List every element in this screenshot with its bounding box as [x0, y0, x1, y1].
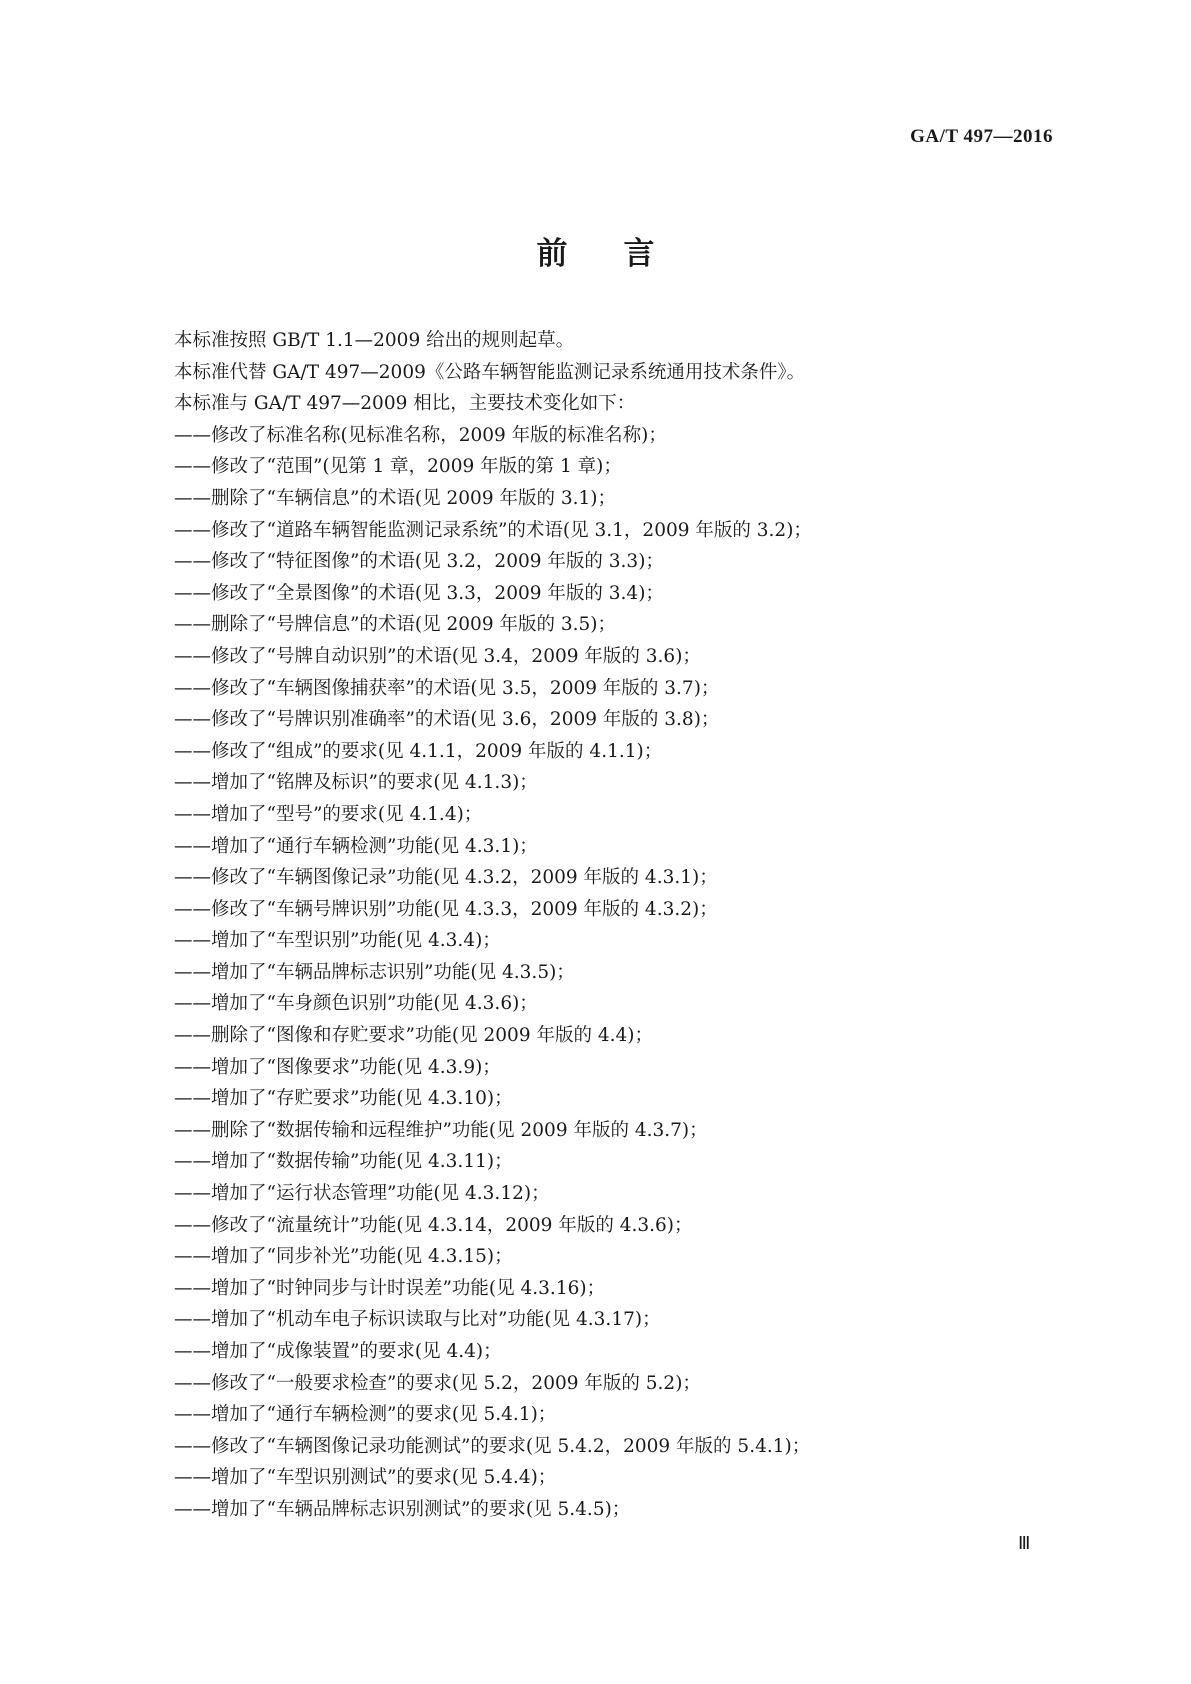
- intro-line: 本标准代替 GA/T 497—2009《公路车辆智能监测记录系统通用技术条件》。: [174, 361, 806, 383]
- change-item: ——修改了“车辆号牌识别”功能(见 4.3.3，2009 年版的 4.3.2)；: [174, 898, 718, 920]
- change-item: ——修改了“范围”(见第 1 章，2009 年版的第 1 章)；: [174, 456, 622, 478]
- document-body: [174, 325, 1054, 1526]
- change-item: ——增加了“车型识别”功能(见 4.3.4)；: [174, 930, 501, 952]
- change-item: ——增加了“存贮要求”功能(见 4.3.10)；: [174, 1088, 513, 1110]
- change-item: ——增加了“车辆品牌标志识别”功能(见 4.3.5)；: [174, 961, 575, 983]
- change-item: ——修改了“一般要求检查”的要求(见 5.2，2009 年版的 5.2)；: [174, 1372, 701, 1394]
- change-item: ——修改了“号牌自动识别”的术语(见 3.4，2009 年版的 3.6)；: [174, 645, 701, 667]
- change-item: ——修改了“组成”的要求(见 4.1.1，2009 年版的 4.1.1)；: [174, 740, 663, 762]
- change-item: ——增加了“时钟同步与计时误差”功能(见 4.3.16)；: [174, 1277, 606, 1299]
- change-item: ——修改了“全景图像”的术语(见 3.3，2009 年版的 3.4)；: [174, 582, 664, 604]
- intro-line: 本标准按照 GB/T 1.1—2009 给出的规则起草。: [174, 330, 575, 351]
- change-item: ——增加了“机动车电子标识读取与比对”功能(见 4.3.17)；: [174, 1309, 661, 1331]
- change-item: ——修改了“道路车辆智能监测记录系统”的术语(见 3.1，2009 年版的 3.2)；: [174, 519, 812, 541]
- change-item: ——修改了“特征图像”的术语(见 3.2，2009 年版的 3.3)；: [174, 551, 664, 573]
- page-number: Ⅲ: [1018, 1533, 1031, 1553]
- change-item: ——删除了“图像和存贮要求”功能(见 2009 年版的 4.4)；: [174, 1025, 653, 1047]
- change-item: ——修改了“车辆图像捕获率”的术语(见 3.5，2009 年版的 3.7)；: [174, 677, 720, 699]
- change-item: ——修改了“流量统计”功能(见 4.3.14，2009 年版的 4.3.6)；: [174, 1214, 693, 1236]
- change-item: ——删除了“车辆信息”的术语(见 2009 年版的 3.1)；: [174, 487, 616, 509]
- change-item: ——增加了“车型识别测试”的要求(见 5.4.4)；: [174, 1467, 557, 1489]
- change-item: ——增加了“运行状态管理”功能(见 4.3.12)；: [174, 1183, 550, 1205]
- change-item: ——增加了“图像要求”功能(见 4.3.9)；: [174, 1056, 501, 1078]
- change-item: ——修改了标准名称(见标准名称，2009 年版的标准名称)；: [174, 424, 667, 446]
- change-list: [174, 420, 1054, 1526]
- change-item: ——增加了“通行车辆检测”的要求(见 5.4.1)；: [174, 1404, 557, 1426]
- change-item: ——修改了“车辆图像记录功能测试”的要求(见 5.4.2，2009 年版的 5.4.1)；: [174, 1435, 811, 1457]
- change-item: ——删除了“号牌信息”的术语(见 2009 年版的 3.5)；: [174, 614, 616, 636]
- change-item: ——增加了“铭牌及标识”的要求(见 4.1.3)；: [174, 772, 538, 794]
- page-title: 前言: [536, 236, 711, 272]
- change-item: ——修改了“号牌识别准确率”的术语(见 3.6，2009 年版的 3.8)；: [174, 709, 720, 731]
- intro-paragraphs: [174, 325, 1054, 420]
- change-item: ——增加了“数据传输”功能(见 4.3.11)；: [174, 1151, 513, 1173]
- change-item: ——增加了“车身颜色识别”功能(见 4.3.6)；: [174, 993, 538, 1015]
- standard-code: GA/T 497—2016: [910, 126, 1053, 147]
- change-item: ——增加了“型号”的要求(见 4.1.4)；: [174, 803, 483, 825]
- change-item: ——修改了“车辆图像记录”功能(见 4.3.2，2009 年版的 4.3.1)；: [174, 867, 718, 889]
- change-item: ——增加了“通行车辆检测”功能(见 4.3.1)；: [174, 835, 538, 857]
- change-item: ——增加了“成像装置”的要求(见 4.4)；: [174, 1341, 502, 1362]
- change-item: ——增加了“同步补光”功能(见 4.3.15)；: [174, 1246, 513, 1268]
- change-item: ——删除了“数据传输和远程维护”功能(见 2009 年版的 4.3.7)；: [174, 1119, 708, 1141]
- change-item: ——增加了“车辆品牌标志识别测试”的要求(见 5.4.5)；: [174, 1498, 631, 1520]
- intro-line: 本标准与 GA/T 497—2009 相比，主要技术变化如下：: [174, 393, 636, 415]
